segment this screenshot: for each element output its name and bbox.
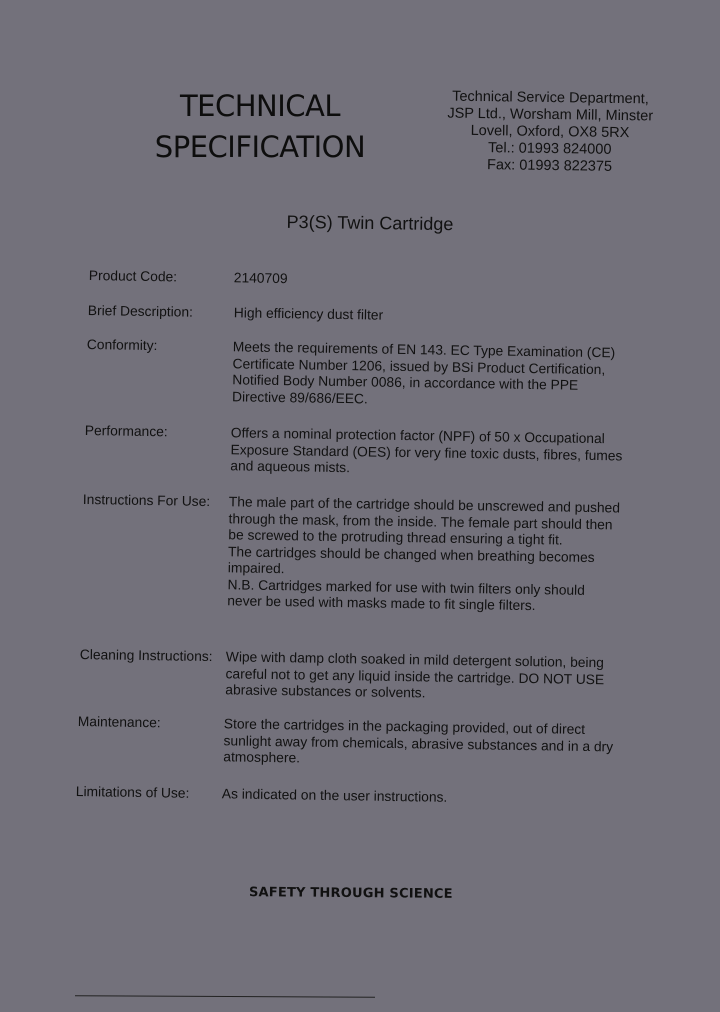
spec-value-line: Offers a nominal protection factor (NPF) of 50 x Occupational bbox=[230, 425, 605, 447]
spec-value bbox=[222, 786, 448, 806]
spec-value-line: Certificate Number 1206, issued by BSi Product Certification, bbox=[232, 355, 606, 377]
title-line: TECHNICAL bbox=[179, 89, 341, 123]
spec-value bbox=[234, 270, 288, 287]
spec-value-line: atmosphere. bbox=[223, 749, 301, 766]
address-line: JSP Ltd., Worsham Mill, Minster bbox=[447, 105, 654, 125]
spec-value-line: Meets the requirements of EN 143. EC Type Examination (CE) bbox=[232, 339, 616, 361]
spec-value-line: As indicated on the user instructions. bbox=[221, 786, 448, 805]
company-address bbox=[429, 88, 670, 176]
spec-value-line: High efficiency dust filter bbox=[233, 305, 384, 323]
spec-value-line: Store the cartridges in the packaging provided, out of direct bbox=[223, 716, 586, 737]
spec-value-line: never be used with masks made to fit single filters. bbox=[227, 593, 536, 614]
spec-label: Cleaning Instructions: bbox=[79, 647, 213, 665]
product-name: P3(S) Twin Cartridge bbox=[286, 211, 454, 235]
footer-slogan: SAFETY THROUGH SCIENCE bbox=[248, 885, 453, 902]
spec-value-line: The male part of the cartridge should be unscrewed and pushed bbox=[228, 494, 621, 516]
spec-value-line: through the mask, from the inside. The female part should then bbox=[228, 510, 613, 532]
spec-label: Instructions For Use: bbox=[82, 492, 211, 509]
spec-value-line: Wipe with damp cloth soaked in mild detergent solution, being bbox=[225, 649, 605, 671]
spec-value-line: The cartridges should be changed when breathing becomes bbox=[227, 543, 595, 565]
spec-value-line: abrasive substances or solvents. bbox=[225, 682, 426, 701]
address-line: Lovell, Oxford, OX8 5RX bbox=[470, 122, 630, 142]
spec-value bbox=[230, 425, 623, 481]
spec-label: Maintenance: bbox=[77, 714, 161, 731]
spec-label: Conformity: bbox=[86, 337, 158, 354]
spec-value-line: careful not to get any liquid inside the cartridge. DO NOT USE bbox=[225, 665, 605, 687]
phone-line: Tel.: 01993 824000 bbox=[487, 140, 612, 158]
spec-value bbox=[234, 305, 384, 324]
document-title bbox=[135, 86, 385, 168]
spec-value-line: N.B. Cartridges marked for use with twin filters only should bbox=[227, 576, 585, 598]
spec-value-line: Exposure Standard (OES) for very fine toxic dusts, fibres, fumes bbox=[230, 441, 623, 463]
spec-value-line: Notified Body Number 0086, in accordance with the PPE bbox=[232, 372, 579, 393]
spec-value-line: Directive 89/686/EEC. bbox=[231, 388, 368, 406]
bottom-rule bbox=[75, 995, 375, 998]
spec-value bbox=[223, 716, 613, 772]
spec-label: Limitations of Use: bbox=[75, 784, 190, 801]
spec-value-line: sunlight away from chemicals, abrasive substances and in a dry bbox=[223, 732, 614, 754]
spec-value bbox=[232, 339, 615, 411]
spec-value-line: and aqueous mists. bbox=[230, 458, 351, 476]
spec-label: Performance: bbox=[84, 423, 168, 440]
spec-label: Brief Description: bbox=[87, 303, 194, 320]
spec-label: Product Code: bbox=[88, 268, 178, 285]
spec-value-line: 2140709 bbox=[233, 270, 288, 287]
address-line: Technical Service Department, bbox=[452, 88, 649, 108]
spec-value-line: be screwed to the protruding thread ensuring a tight fit. bbox=[228, 527, 563, 548]
fax-line: Fax: 01993 822375 bbox=[486, 157, 613, 175]
spec-value bbox=[227, 494, 620, 616]
spec-value bbox=[225, 649, 604, 704]
spec-value-line: impaired. bbox=[227, 560, 285, 577]
title-line: SPECIFICATION bbox=[154, 130, 366, 164]
